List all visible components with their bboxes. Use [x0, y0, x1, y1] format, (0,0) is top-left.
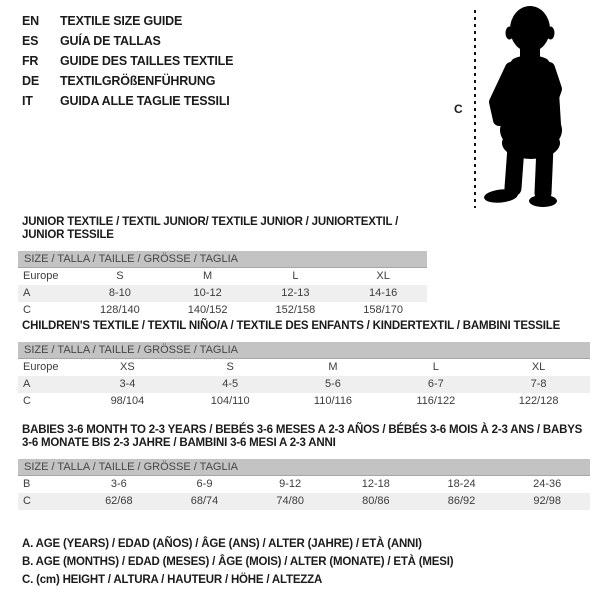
table-cell: XL [376, 270, 390, 282]
table-cell: 128/140 [99, 304, 140, 316]
language-code: IT [22, 94, 33, 108]
language-row-en [22, 11, 233, 31]
babies-textile-section [18, 424, 590, 510]
language-title: GUIDE DES TAILLES TEXTILE [60, 54, 234, 68]
table-cell: M [328, 361, 338, 373]
language-row-de [22, 71, 233, 91]
table-cell: L [432, 361, 439, 373]
table-cell: 98/104 [110, 395, 145, 407]
junior-size-header: SIZE / TALLA / TAILLE / GRÖSSE / TAGLIA [18, 251, 427, 268]
junior-table-title: JUNIOR TEXTILE / TEXTIL JUNIOR/ TEXTILE JUNIOR / JUNIORTEXTIL / JUNIOR TESSILE [22, 216, 399, 241]
table-cell: 74/80 [276, 495, 304, 507]
table-cell: S [226, 361, 234, 373]
table-cell: 4-5 [222, 378, 239, 390]
table-cell: 122/128 [518, 395, 559, 407]
table-cell: 152/158 [275, 304, 316, 316]
height-measure-label: C [454, 102, 463, 116]
table-cell: 12-13 [281, 287, 310, 299]
table-cell: 3-4 [119, 378, 136, 390]
table-cell: 6-9 [196, 478, 213, 490]
row-label: Europe [23, 270, 59, 282]
table-cell: 7-8 [530, 378, 547, 390]
table-row [18, 359, 590, 376]
language-row-fr [22, 51, 233, 71]
language-title: TEXTILE SIZE GUIDE [60, 14, 183, 28]
table-cell: 86/92 [447, 495, 476, 507]
footnote-age-years: A. AGE (YEARS) / EDAD (AÑOS) / ÂGE (ANS) / ALTER (JAHRE) / ETÀ (ANNI) [22, 538, 422, 550]
row-label: Europe [23, 361, 59, 373]
table-cell: XL [531, 361, 546, 373]
table-cell: 24-36 [533, 478, 562, 490]
table-cell: 92/98 [533, 495, 561, 507]
table-cell: L [292, 270, 299, 282]
table-cell: 12-18 [361, 478, 390, 490]
language-title: GUÍA DE TALLAS [60, 34, 161, 48]
language-code: EN [22, 14, 39, 28]
table-cell: 116/122 [416, 395, 456, 407]
table-cell: 8-10 [108, 287, 131, 299]
table-cell: 3-6 [110, 478, 127, 490]
table-row [18, 393, 590, 410]
row-label: C [23, 304, 31, 316]
footnote-height-cm: C. (cm) HEIGHT / ALTURA / HAUTEUR / HÖHE / ALTEZZA [22, 574, 323, 586]
junior-textile-section [18, 216, 427, 319]
table-cell: 10-12 [193, 287, 222, 299]
table-row [18, 376, 590, 393]
table-row [18, 302, 427, 319]
table-cell: 104/110 [210, 395, 250, 407]
table-cell: 14-16 [369, 287, 398, 299]
table-cell: XS [120, 361, 135, 373]
row-label: B [23, 478, 31, 490]
language-title: GUIDA ALLE TAGLIE TESSILI [60, 94, 230, 108]
babies-size-header: SIZE / TALLA / TAILLE / GRÖSSE / TAGLIA [18, 459, 590, 476]
baby-silhouette-icon [450, 2, 600, 214]
footnote-age-months: B. AGE (MONTHS) / EDAD (MESES) / ÂGE (MOIS) / ALTER (MONATE) / ETÀ (MESI) [22, 556, 454, 568]
children-size-header: SIZE / TALLA / TAILLE / GRÖSSE / TAGLIA [18, 342, 590, 359]
childrens-textile-section [18, 320, 590, 410]
table-cell: 68/74 [190, 495, 219, 507]
table-row [18, 493, 590, 510]
language-title: TEXTILGRÖßENFÜHRUNG [60, 74, 216, 88]
table-row [18, 268, 427, 285]
language-row-es [22, 31, 233, 51]
table-row [18, 476, 590, 493]
table-cell: 62/68 [105, 495, 133, 507]
table-cell: 140/152 [187, 304, 228, 316]
table-cell: 6-7 [427, 378, 444, 390]
row-label: A [23, 287, 31, 299]
language-title-list [22, 11, 233, 111]
table-cell: M [203, 270, 213, 282]
language-row-it [22, 91, 233, 111]
footnote-legend [22, 535, 453, 589]
table-cell: 18-24 [447, 478, 476, 490]
language-code: DE [22, 74, 39, 88]
row-label: C [23, 395, 31, 407]
baby-height-figure [450, 2, 600, 214]
table-cell: 80/86 [362, 495, 390, 507]
table-row [18, 285, 427, 302]
babies-table-title: BABIES 3-6 MONTH TO 2-3 YEARS / BEBÉS 3-6 MESES A 2-3 AÑOS / BÉBÉS 3-6 MOIS À 2-3 ANS / BABYS 3-6 MONATE BIS 2-3 JAHRE / BAMBINI 3-6 MESI A 2-3 ANNI [22, 424, 583, 449]
language-code: FR [22, 54, 39, 68]
table-cell: 110/116 [313, 395, 353, 407]
table-cell: S [116, 270, 124, 282]
table-cell: 9-12 [279, 478, 302, 490]
table-cell: 5-6 [325, 378, 341, 390]
language-code: ES [22, 34, 39, 48]
children-table-title: CHILDREN'S TEXTILE / TEXTIL NIÑO/A / TEXTILE DES ENFANTS / KINDERTEXTIL / BAMBINI TESSILE [22, 320, 561, 332]
table-cell: 158/170 [363, 304, 403, 316]
row-label: A [23, 378, 31, 390]
row-label: C [23, 495, 31, 507]
